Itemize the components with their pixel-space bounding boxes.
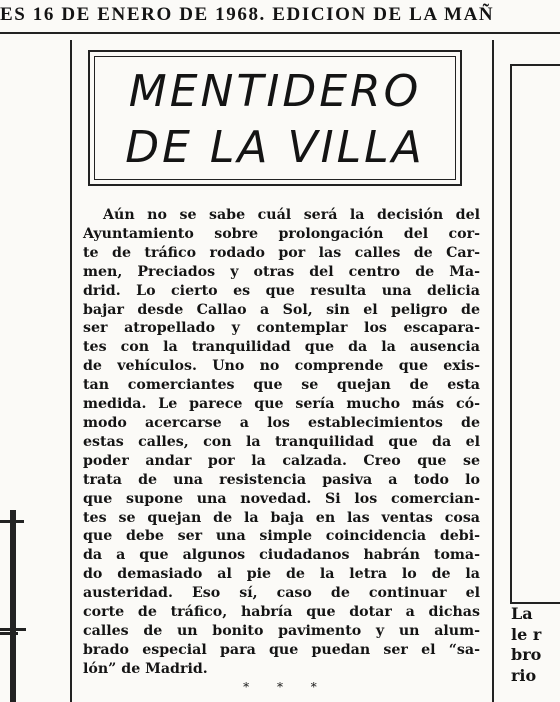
left-fragment-tick [0, 520, 24, 523]
article-line: calles de un bonito pavimento y un alum- [83, 622, 480, 639]
header-rule [0, 32, 560, 34]
right-column-line: bro [511, 645, 542, 664]
article-line: corte de tráfico, habría que dotar a dichas [83, 604, 480, 621]
article-line: brado especial para que puedan ser el “sa- [83, 641, 480, 658]
section-ornament: * * * [243, 680, 329, 694]
right-column-line: La [511, 604, 533, 623]
article-line: do demasiado al pie de la letra lo de la [83, 566, 480, 583]
article-line: trata de una resistencia pasiva a todo lo [83, 471, 480, 488]
right-column-line: rio [511, 665, 537, 685]
article-line: lón” de Madrid. [83, 660, 208, 677]
article-line: da a que algunos ciudadanos habrán toma- [83, 547, 480, 564]
article-line: medida. Le parece que sería mucho más có- [83, 396, 480, 413]
column-rule-left [70, 40, 72, 702]
article-line: tes con la tranquilidad que da la ausencia [83, 339, 480, 356]
article-line: te de tráfico rodado por las calles de Car- [83, 244, 480, 261]
right-column-text [511, 604, 560, 686]
article-line: Aún no se sabe cuál será la decisión del [103, 207, 480, 223]
article-line: modo acercarse a los establecimientos de [83, 414, 480, 431]
article-line: bajar desde Callao a Sol, sin el peligro de [83, 301, 480, 318]
left-fragment-tick [0, 628, 26, 631]
article-title-box [88, 50, 462, 186]
left-column-fragment [0, 510, 40, 702]
right-column-line: le r [511, 624, 542, 644]
article-line: ser atropellado y contemplar los escapara- [83, 320, 480, 337]
left-fragment-tick [0, 632, 18, 635]
article-body [83, 206, 480, 679]
article-line: Ayuntamiento sobre prolongación del cor- [83, 225, 480, 242]
article-line: men, Preciados y otras del centro de Ma- [83, 263, 480, 280]
article-line: de vehículos. Uno no comprende que exis- [83, 358, 480, 375]
article-line: tes se quejan de la baja en las ventas cosa [83, 509, 480, 526]
article-title-line-1: MENTIDERO [128, 66, 422, 117]
left-fragment-bar [10, 510, 16, 702]
article-line: que supone una novedad. Si los comercian- [83, 490, 480, 507]
article-line: poder andar por la calzada. Creo que se [83, 452, 480, 469]
right-column-box [510, 64, 560, 604]
article-line: estas calles, con la tranquilidad que da el [83, 433, 480, 450]
article-line: austeridad. Eso sí, caso de continuar el [83, 585, 480, 602]
article-line: drid. Lo cierto es que resulta una delicia [83, 282, 480, 299]
column-rule-right [492, 40, 494, 702]
article-line: tan comerciantes que se quejan de esta [83, 377, 480, 394]
article-title-line-2: DE LA VILLA [125, 122, 425, 173]
article-line: que debe ser una simple coincidencia debi- [83, 528, 480, 545]
page-header: ES 16 DE ENERO DE 1968. EDICION DE LA MAÑ [0, 4, 495, 25]
